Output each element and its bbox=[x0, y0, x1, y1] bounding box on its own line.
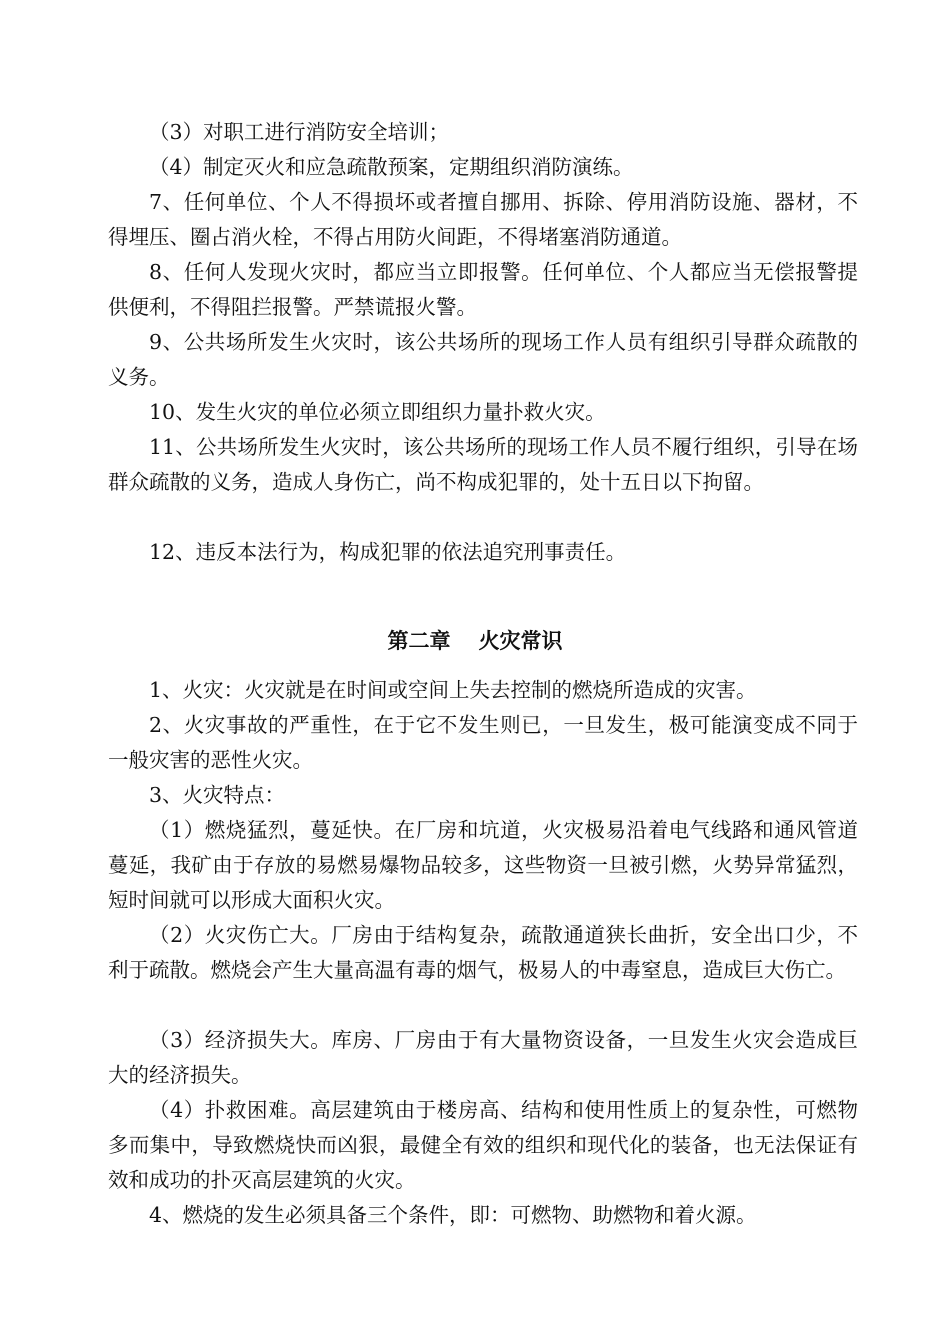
paragraph-feature-2: （2）火灾伤亡大。厂房由于结构复杂，疏散通道狭长曲折，安全出口少，不利于疏散。燃烧会产生大量高温有毒的烟气，极易人的中毒窒息，造成巨大伤亡。 bbox=[108, 923, 858, 982]
paragraph-item-9: 9、公共场所发生火灾时，该公共场所的现场工作人员有组织引导群众疏散的义务。 bbox=[108, 330, 858, 389]
paragraph-item-7: 7、任何单位、个人不得损坏或者擅自挪用、拆除、停用消防设施、器材，不得埋压、圈占消火栓，不得占用防火间距，不得堵塞消防通道。 bbox=[108, 190, 858, 249]
paragraph-feature-3: （3）经济损失大。库房、厂房由于有大量物资设备，一旦发生火灾会造成巨大的经济损失。 bbox=[108, 1028, 858, 1087]
chapter-number: 第二章 bbox=[387, 628, 451, 653]
paragraph-feature-4: （4）扑救困难。高层建筑由于楼房高、结构和使用性质上的复杂性，可燃物多而集中，导致燃烧快而凶狠，最健全有效的组织和现代化的装备，也无法保证有效和成功的扑灭高层建筑的火灾。 bbox=[108, 1098, 858, 1192]
paragraph-fire-features: 3、火灾特点： bbox=[149, 783, 286, 807]
paragraph-item-11: 11、公共场所发生火灾时，该公共场所的现场工作人员不履行组织，引导在场群众疏散的义务，造成人身伤亡，尚不构成犯罪的，处十五日以下拘留。 bbox=[108, 435, 858, 494]
paragraph-feature-1: （1）燃烧猛烈，蔓延快。在厂房和坑道，火灾极易沿着电气线路和通风管道蔓延，我矿由于存放的易燃易爆物品较多，这些物资一旦被引燃，火势异常猛烈，短时间就可以形成大面积火灾。 bbox=[108, 818, 858, 912]
paragraph-fire-severity: 2、火灾事故的严重性，在于它不发生则已，一旦发生，极可能演变成不同于一般灾害的恶性火灾。 bbox=[108, 713, 858, 772]
chapter-heading bbox=[0, 623, 950, 658]
chapter-title: 火灾常识 bbox=[478, 628, 563, 653]
paragraph-drill: （4）制定灭火和应急疏散预案，定期组织消防演练。 bbox=[149, 155, 634, 179]
paragraph-item-12: 12、违反本法行为，构成犯罪的依法追究刑事责任。 bbox=[149, 540, 627, 564]
paragraph-item-8: 8、任何人发现火灾时，都应当立即报警。任何单位、个人都应当无偿报警提供便利，不得阻拦报警。严禁谎报火警。 bbox=[108, 260, 858, 319]
paragraph-fire-definition: 1、火灾：火灾就是在时间或空间上失去控制的燃烧所造成的灾害。 bbox=[149, 678, 757, 702]
paragraph-item-10: 10、发生火灾的单位必须立即组织力量扑救火灾。 bbox=[149, 400, 606, 424]
paragraph-combustion-conditions: 4、燃烧的发生必须具备三个条件，即：可燃物、助燃物和着火源。 bbox=[149, 1203, 757, 1227]
paragraph-training: （3）对职工进行消防安全培训； bbox=[149, 120, 450, 144]
